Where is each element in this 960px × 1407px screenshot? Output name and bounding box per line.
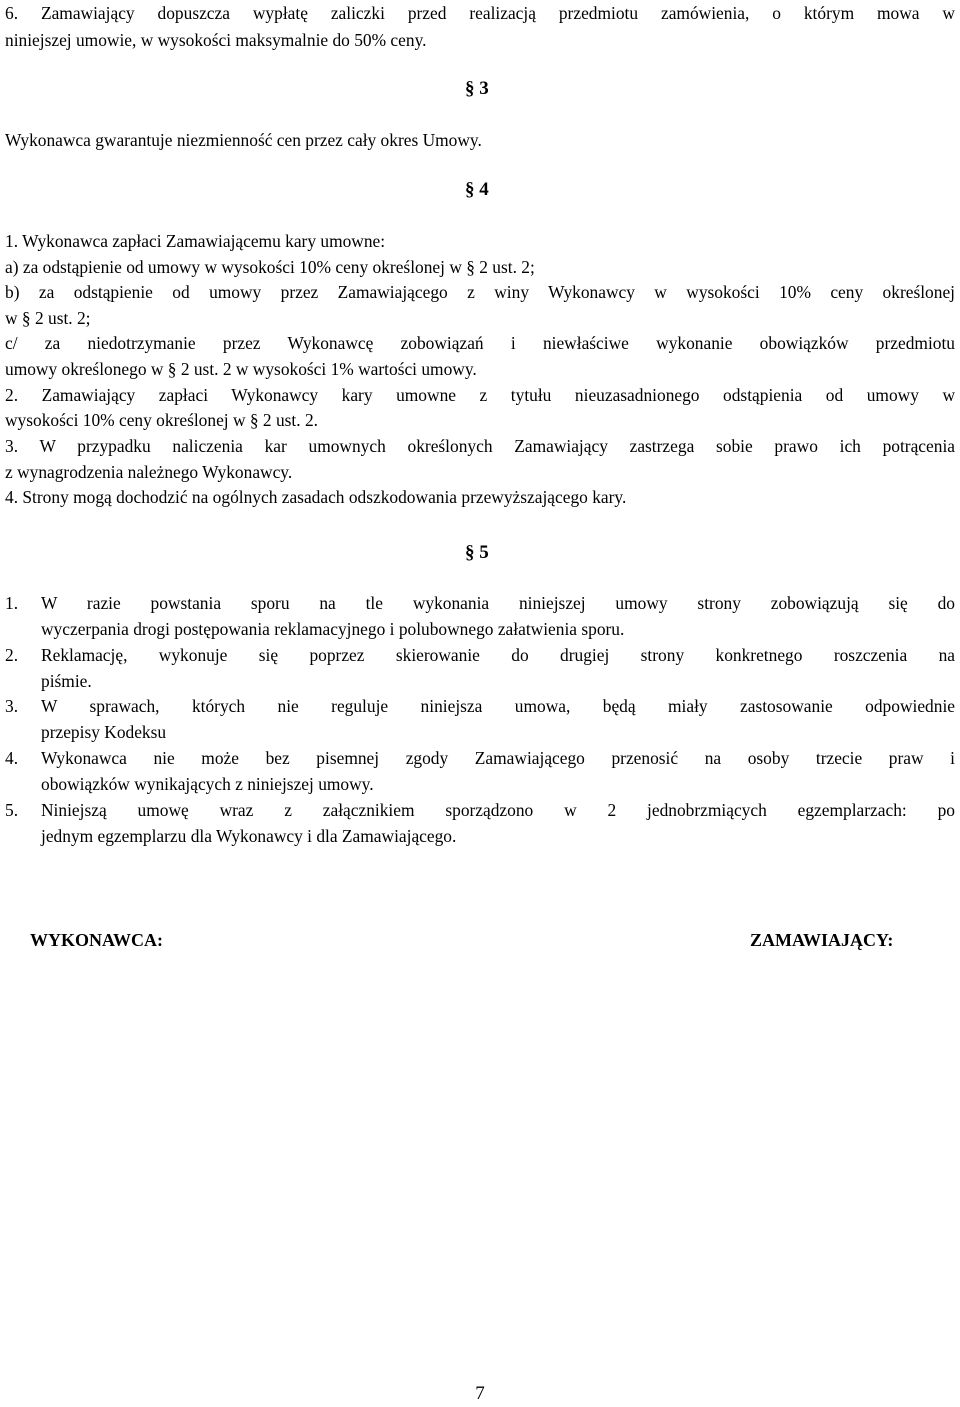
section-5-item-line-2: obowiązków wynikających z niniejszej umowy. bbox=[41, 774, 374, 794]
clause-2-6-line-1: 6. Zamawiający dopuszcza wypłatę zaliczki przed realizacją przedmiotu zamówienia, o którym mowa w bbox=[5, 3, 955, 23]
section-4-line: 2. Zamawiający zapłaci Wykonawcy kary umowne z tytułu nieuzasadnionego odstąpienia od umowy w bbox=[5, 385, 955, 405]
section-3-heading: § 3 bbox=[465, 78, 489, 99]
client-signature-label: ZAMAWIAJĄCY: bbox=[750, 930, 894, 950]
section-4-line: umowy określonego w § 2 ust. 2 w wysokości 1% wartości umowy. bbox=[5, 359, 477, 379]
section-3-text: Wykonawca gwarantuje niezmienność cen przez cały okres Umowy. bbox=[5, 130, 482, 150]
section-5-item-number: 1. bbox=[5, 593, 19, 613]
section-5-item-number: 2. bbox=[5, 645, 19, 665]
section-4-line: c/ za niedotrzymanie przez Wykonawcę zobowiązań i niewłaściwe wykonanie obowiązków przedmiotu bbox=[5, 333, 955, 353]
section-5-item-line-2: piśmie. bbox=[41, 671, 92, 691]
section-4-line: 3. W przypadku naliczenia kar umownych określonych Zamawiający zastrzega sobie prawo ich potrącenia bbox=[5, 436, 955, 456]
section-5-item-line-2: przepisy Kodeksu bbox=[41, 722, 167, 742]
section-4-line: z wynagrodzenia należnego Wykonawcy. bbox=[5, 462, 293, 482]
clause-2-6-line-2: niniejszej umowie, w wysokości maksymalnie do 50% ceny. bbox=[5, 30, 427, 50]
section-5-item-line-2: wyczerpania drogi postępowania reklamacyjnego i polubownego załatwienia sporu. bbox=[41, 619, 625, 639]
section-4-line: 4. Strony mogą dochodzić na ogólnych zasadach odszkodowania przewyższającego kary. bbox=[5, 487, 627, 507]
section-4-line: 1. Wykonawca zapłaci Zamawiającemu kary umowne: bbox=[5, 231, 386, 251]
section-5-item-line-1: W sprawach, których nie reguluje niniejsza umowa, będą miały zastosowanie odpowiednie bbox=[41, 696, 955, 716]
section-5-item-line-1: Reklamację, wykonuje się poprzez skierowanie do drugiej strony konkretnego roszczenia na bbox=[41, 645, 955, 665]
section-5-item-number: 4. bbox=[5, 748, 19, 768]
section-5-item-number: 5. bbox=[5, 800, 19, 820]
section-5-item-number: 3. bbox=[5, 696, 19, 716]
section-4-line: w § 2 ust. 2; bbox=[5, 308, 91, 328]
section-4-line: wysokości 10% ceny określonej w § 2 ust. 2. bbox=[5, 410, 318, 430]
section-5-heading: § 5 bbox=[465, 542, 489, 563]
section-5-item-line-1: Niniejszą umowę wraz z załącznikiem sporządzono w 2 jednobrzmiących egzemplarzach: po bbox=[41, 800, 955, 820]
section-4-heading: § 4 bbox=[465, 179, 489, 200]
section-5-item-line-1: Wykonawca nie może bez pisemnej zgody Zamawiającego przenosić na osoby trzecie praw i bbox=[41, 748, 955, 768]
section-5-item-line-1: W razie powstania sporu na tle wykonania niniejszej umowy strony zobowiązują się do bbox=[41, 593, 955, 613]
section-4-line: a) za odstąpienie od umowy w wysokości 10% ceny określonej w § 2 ust. 2; bbox=[5, 257, 535, 277]
section-5-item-line-2: jednym egzemplarzu dla Wykonawcy i dla Zamawiającego. bbox=[41, 826, 457, 846]
section-4-line: b) za odstąpienie od umowy przez Zamawiającego z winy Wykonawcy w wysokości 10% ceny określonej bbox=[5, 282, 955, 302]
contractor-signature-label: WYKONAWCA: bbox=[30, 930, 163, 950]
page-number: 7 bbox=[475, 1383, 485, 1404]
